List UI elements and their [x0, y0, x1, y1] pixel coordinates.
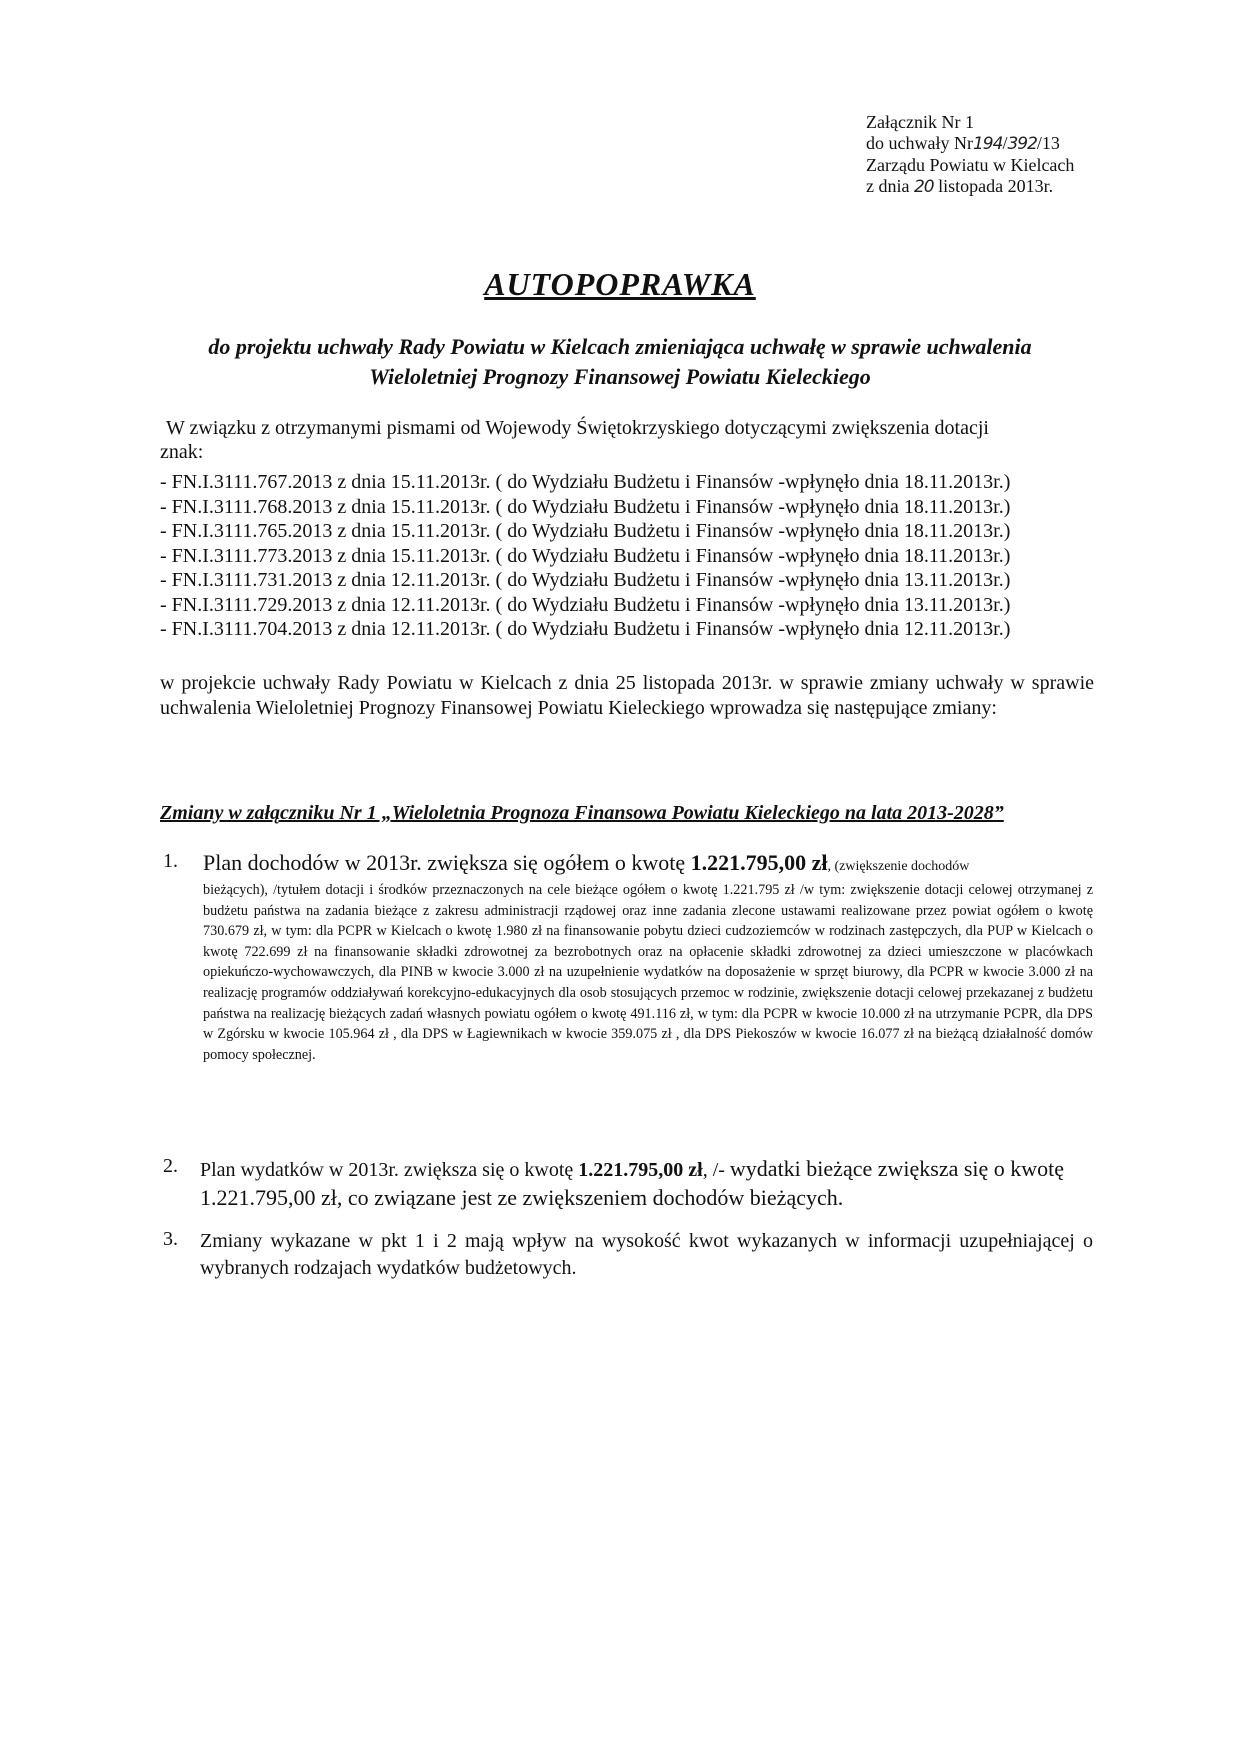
annex-line-1: Załącznik Nr 1 [866, 112, 974, 132]
item-number: 3. [163, 1228, 178, 1250]
item-1-lead [203, 850, 1093, 880]
intro-line-2: znak: [160, 441, 204, 463]
item-2-text-a: Plan wydatków w 2013r. zwiększa się o kwotę [200, 1159, 579, 1181]
annex-line-2 [866, 133, 1074, 155]
reference-list [160, 470, 1100, 642]
item-number: 1. [163, 850, 178, 872]
annex-header [866, 112, 1074, 198]
project-paragraph: w projekcie uchwały Rady Powiatu w Kielcach z dnia 25 listopada 2013r. w sprawie zmiany uchwały w sprawie uchwalenia Wieloletniej Prognozy Finansowej Powiatu Kieleckiego wprowadza się następujące zmiany: [160, 672, 1094, 719]
annex-date-suffix: listopada 2013r. [938, 176, 1054, 196]
document-title: AUTOPOPRAWKA [484, 266, 756, 302]
annex-year-suffix: /13 [1036, 133, 1060, 153]
item-1-amount: 1.221.795,00 zł [690, 850, 828, 875]
reference-item: - FN.I.3111.731.2013 z dnia 12.11.2013r. ( do Wydziału Budżetu i Finansów -wpłynęło dnia 13.11.2013r.) [160, 569, 1011, 591]
annex-line-4 [866, 176, 1074, 198]
item-number: 2. [163, 1155, 178, 1177]
item-3-text: Zmiany wykazane w pkt 1 i 2 mają wpływ na wysokość kwot wykazanych w informacji uzupełniającej o wybranych rodzajach wydatków budżetowych. [200, 1230, 1093, 1279]
item-2-amount: 1.221.795,00 zł [578, 1159, 703, 1181]
reference-item: - FN.I.3111.773.2013 z dnia 15.11.2013r. ( do Wydziału Budżetu i Finansów -wpłynęło dnia 18.11.2013r.) [160, 544, 1011, 567]
annex-resolution-prefix: do uchwały Nr [866, 133, 973, 153]
item-1-body: bieżących), /tytułem dotacji i środków przeznaczonych na cele bieżące ogółem o kwotę 1.221.795 zł /w tym: zwiększenie dotacji celowej otrzymanej z budżetu państwa na zadania bieżące z zakresu administracji rządowej oraz inne zadania zlecone ustawami realizowane przez powiat ogółem o kwotę 730.679 zł, w tym: dla PCPR w Kielcach o kwotę 1.980 zł na finansowanie pobytu dzieci cudzoziemców w rodzinach zastępczych, dla PUP w Kielcach o kwotę 722.699 zł na finansowanie składki zdrowotnej za bezrobotnych oraz na opłacenie składki zdrowotnej za dzieci umieszczone w placówkach opiekuńczo-wychowawczych, dla PINB w kwocie 3.000 zł na uzupełnienie wydatków na doposażenie w sprzęt biurowy, dla PCPR w kwocie 3.000 zł na realizację programów oddziaływań korekcyjno-edukacyjnych dla osob stosujących przemoc w rodzinie, zwiększenie dotacji celowej przekazanej z budżetu państwa na realizację bieżących zadań własnych powiatu ogółem o kwotę 491.116 zł, w tym: dla PCPR w kwocie 10.000 zł na utrzymanie PCPR, dla DPS w Zgórsku w kwocie 105.964 zł , dla DPS w Łagiewnikach w kwocie 359.075 zł , dla DPS Piekoszów w kwocie 16.077 zł na bieżącą działalność domów pomocy społecznej. [203, 882, 1093, 1063]
annex-separator: / [1002, 133, 1008, 153]
handwritten-day: 20 [913, 177, 934, 197]
reference-item: - FN.I.3111.765.2013 z dnia 15.11.2013r. ( do Wydziału Budżetu i Finansów -wpłynęło dnia 18.11.2013r.) [160, 520, 1011, 542]
reference-item: - FN.I.3111.704.2013 z dnia 12.11.2013r. ( do Wydziału Budżetu i Finansów -wpłynęło dnia 12.11.2013r.) [160, 618, 1011, 640]
list-item-3 [163, 1228, 1093, 1282]
item-2-text [200, 1155, 1093, 1213]
handwritten-session-number: 392 [1007, 134, 1037, 154]
list-item-2 [163, 1155, 1093, 1213]
item-1-lead-text: Plan dochodów w 2013r. zwiększa się ogółem o kwotę [203, 850, 691, 875]
section-heading: Zmiany w załączniku Nr 1 „Wieloletnia Prognoza Finansowa Powiatu Kieleckiego na lata 2013-2028” [160, 802, 1004, 824]
intro-paragraph [160, 416, 1080, 464]
intro-line-1: W związku z otrzymanymi pismami od Wojewody Świętokrzyskiego dotyczącymi zwiększenia dotacji [166, 417, 989, 439]
item-1-lead-small: , (zwiększenie dochodów [827, 859, 970, 874]
subtitle-line-2: Wieloletniej Prognozy Finansowej Powiatu Kieleckiego [369, 364, 871, 389]
annex-date-prefix: z dnia [866, 176, 910, 196]
item-2-text-c: wydatki bieżące zwiększa się o kwotę 1.221.795,00 zł, co związane jest ze zwiększeniem dochodów bieżących. [200, 1156, 1065, 1210]
reference-item: - FN.I.3111.729.2013 z dnia 12.11.2013r. ( do Wydziału Budżetu i Finansów -wpłynęło dnia 13.11.2013r.) [160, 593, 1011, 616]
list-item-1 [163, 850, 1093, 1065]
item-2-text-b: , /- [702, 1159, 730, 1181]
reference-item: - FN.I.3111.767.2013 z dnia 15.11.2013r. ( do Wydziału Budżetu i Finansów -wpłynęło dnia 18.11.2013r.) [160, 471, 1011, 493]
annex-line-3: Zarządu Powiatu w Kielcach [866, 155, 1075, 175]
subtitle-line-1: do projektu uchwały Rady Powiatu w Kielcach zmieniająca uchwałę w sprawie uchwalenia [208, 334, 1032, 359]
handwritten-resolution-number: 194 [972, 134, 1003, 154]
reference-item: - FN.I.3111.768.2013 z dnia 15.11.2013r. ( do Wydziału Budżetu i Finansów -wpłynęło dnia 18.11.2013r.) [160, 495, 1011, 518]
document-subtitle [150, 332, 1090, 392]
